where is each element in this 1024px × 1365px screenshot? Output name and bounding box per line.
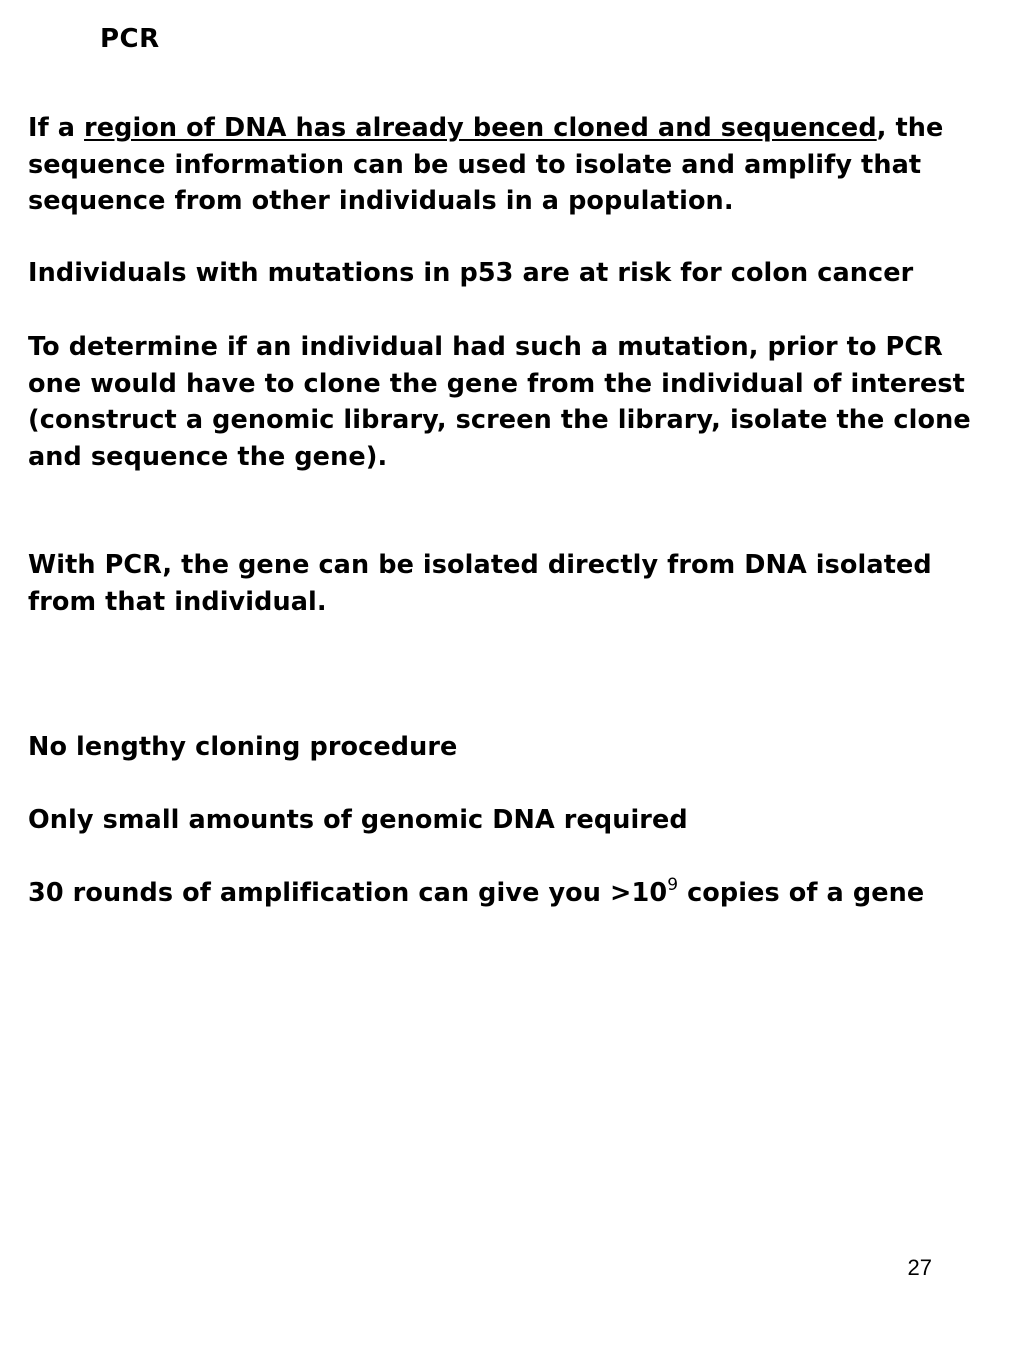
paragraph-line: Only small amounts of genomic DNA required bbox=[28, 805, 688, 835]
page-number: 27 bbox=[907, 1255, 932, 1280]
paragraph-prior-to-pcr bbox=[28, 329, 1018, 475]
paragraph-line: and sequence the gene). bbox=[28, 441, 388, 472]
paragraph-line: No lengthy cloning procedure bbox=[28, 732, 458, 762]
text-fragment: 30 rounds of amplification can give you >10 bbox=[28, 878, 668, 908]
text-fragment: , the bbox=[876, 113, 944, 143]
point-no-cloning bbox=[28, 729, 1018, 766]
paragraph-line: sequence information can be used to isolate and amplify that bbox=[28, 149, 922, 180]
point-amplification bbox=[28, 875, 1018, 912]
underlined-phrase: region of DNA has already been cloned and sequenced bbox=[84, 113, 877, 143]
text-fragment: copies of a gene bbox=[678, 878, 925, 908]
paragraph-line: sequence from other individuals in a population. bbox=[28, 186, 734, 216]
exponent: 9 bbox=[667, 875, 679, 895]
paragraph-line bbox=[28, 110, 1018, 147]
paragraph-line: from that individual. bbox=[28, 586, 327, 617]
text-fragment: If a bbox=[28, 113, 85, 143]
paragraph-p53 bbox=[28, 255, 1018, 292]
paragraph-line: To determine if an individual had such a mutation, prior to PCR bbox=[28, 332, 943, 362]
paragraph-line: one would have to clone the gene from the individual of interest bbox=[28, 368, 965, 399]
point-small-amounts bbox=[28, 802, 1018, 839]
paragraph-cloned-sequence bbox=[28, 110, 1018, 220]
paragraph-line bbox=[28, 875, 1018, 912]
paragraph-line: (construct a genomic library, screen the library, isolate the clone bbox=[28, 405, 971, 435]
paragraph-line: With PCR, the gene can be isolated directly from DNA isolated bbox=[28, 550, 932, 580]
paragraph-line: Individuals with mutations in p53 are at risk for colon cancer bbox=[28, 258, 914, 288]
paragraph-with-pcr bbox=[28, 547, 1018, 620]
page-title: PCR bbox=[100, 24, 160, 54]
